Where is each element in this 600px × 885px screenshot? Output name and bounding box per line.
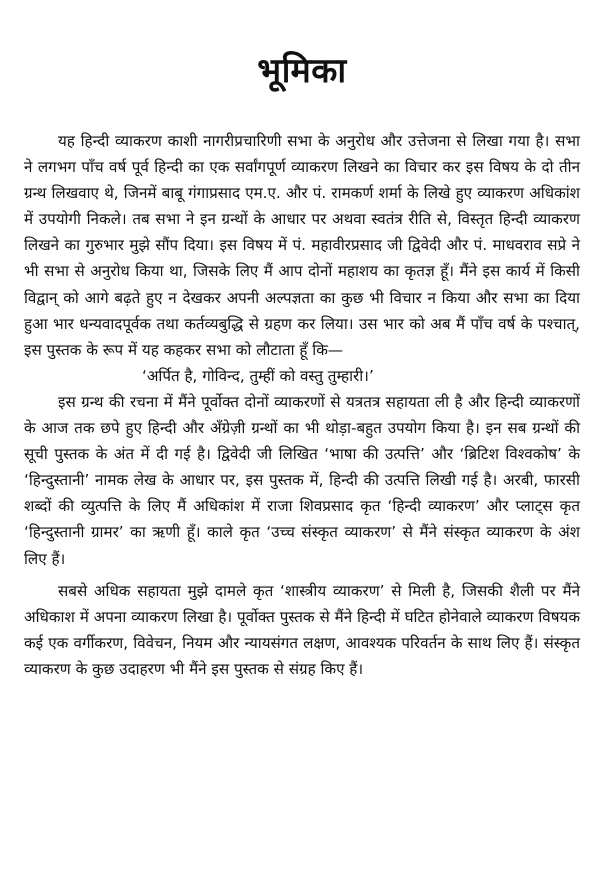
paragraph-3: सबसे अधिक सहायता मुझे दामले कृत ‘शास्त्रीय व्याकरण’ से मिली है, जिसकी शैली पर मैंने अधिकाश में अपना व्याकरण लिखा है। पूर्वोक्त पुस्तक से मैंने हिन्दी में घटित होनेवाले व्याकरण विषयक कई एक वर्गीकरण, विवेचन, नियम और न्यायसंगत लक्षण, आवश्यक परिवर्तन के साथ लिए हैं। संस्कृत व्याकरण के कुछ उदाहरण भी मैंने इस पुस्तक से संग्रह किए हैं।	[24, 581, 580, 678]
paragraph-1: यह हिन्दी व्याकरण काशी नागरीप्रचारिणी सभा के अनुरोध और उत्तेजना से लिखा गया है। सभा ने लगभग पाँच वर्ष पूर्व हिन्दी का एक सर्वांगपूर्ण व्याकरण लिखने का विचार कर इस विषय के दो तीन ग्रन्थ लिखवाए थे, जिनमें बाबू गंगाप्रसाद एम.ए. और पं. रामकर्ण शर्मा के लिखे हुए व्याकरण अधिकांश में उपयोगी निकले। तब सभा ने इन ग्रन्थों के आधार पर अथवा स्वतंत्र रीति से, विस्तृत हिन्दी व्याकरण लिखने का गुरुभार मुझे सौंप दिया। इस विषय में पं. महावीरप्रसाद जी द्विवेदी और पं. माधवराव सप्रे ने भी सभा से अनुरोध किया था, जिसके लिए मैं आप दोनों महाशय का कृतज्ञ हूँ। मैंने इस कार्य में किसी विद्वान् को आगे बढ़ते हुए न देखकर अपनी अल्पज्ञता का कुछ भी विचार न किया और सभा का दिया हुआ भार धन्यवादपूर्वक तथा कर्तव्यबुद्धि से ग्रहण कर लिया। उस भार को अब मैं पाँच वर्ष के पश्चात्, इस पुस्तक के रूप में यह कहकर सभा को लौटाता हूँ कि—	[24, 132, 580, 359]
quote-line: ‘अर्पित है, गोविन्द, तुम्हीं को वस्तु तुम्हारी।’	[142, 366, 374, 385]
page-title: भूमिका	[257, 51, 347, 91]
paragraph-2: इस ग्रन्थ की रचना में मैंने पूर्वोक्त दोनों व्याकरणों से यत्रतत्र सहायता ली है और हिन्दी व्याकरणों के आज तक छपे हुए हिन्दी और अँग्रेज़ी ग्रन्थों का भी थोड़ा-बहुत उपयोग किया है। इन सब ग्रन्थों की सूची पुस्तक के अंत में दी गई है। द्विवेदी जी लिखित ‘भाषा की उत्पत्ति’ और ‘ब्रिटिश विश्वकोष’ के ‘हिन्दुस्तानी’ नामक लेख के आधार पर, इस पुस्तक में, हिन्दी की उत्पत्ति लिखी गई है। अरबी, फारसी शब्दों की व्युत्पत्ति के लिए मैं अधिकांश में राजा शिवप्रसाद कृत ‘हिन्दी व्याकरण’ और प्लाट्स कृत ‘हिन्दुस्तानी ग्रामर’ का ऋणी हूँ। काले कृत ‘उच्च संस्कृत व्याकरण’ से मैंने संस्कृत व्याकरण के अंश लिए हैं।	[24, 392, 580, 568]
